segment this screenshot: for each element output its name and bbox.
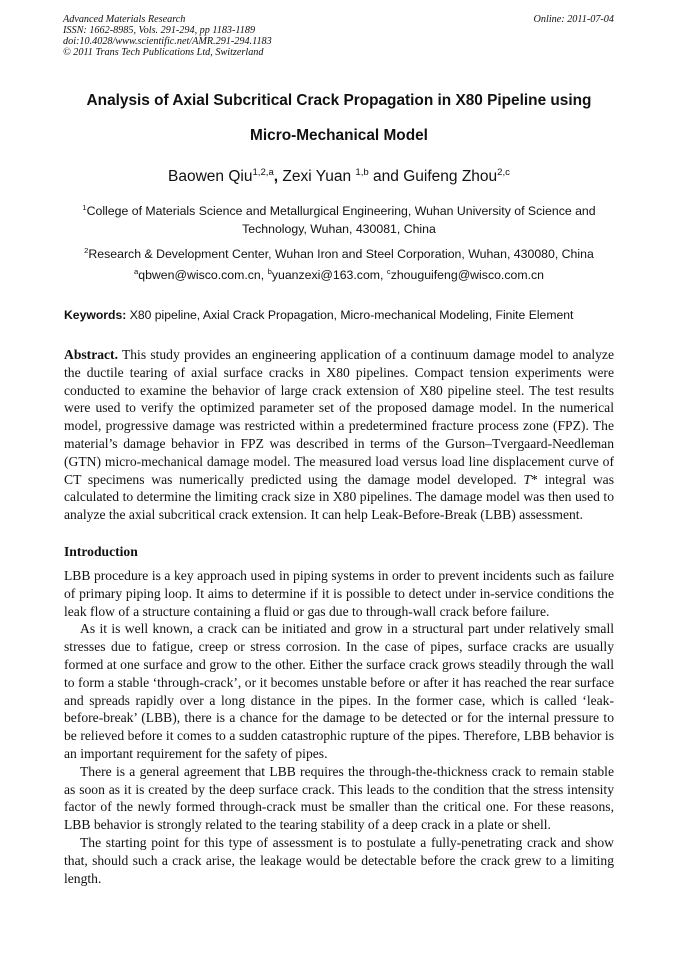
copyright-line: © 2011 Trans Tech Publications Ltd, Switzerland xyxy=(63,47,264,58)
keywords xyxy=(64,308,614,322)
email-c: zhouguifeng@wisco.com.cn xyxy=(390,268,544,282)
intro-paragraph-1: LBB procedure is a key approach used in piping systems in order to prevent incidents such as failure of primary piping loop. It aims to determine if it is possible to detect under in-service conditions the leak flow of a structure containing a fluid or gas due to through-wall crack before failure. xyxy=(64,568,614,619)
abstract-text-part-2: * integral was calculated to determine the limiting crack size in X80 pipelines. The damage model was then used to analyze the axial subcritical crack extension. It can help Leak-Before-Break (LBB) assessment. xyxy=(64,471,614,523)
paper-title-line-1: Analysis of Axial Subcritical Crack Propagation in X80 Pipeline using xyxy=(86,92,592,109)
abstract-label: Abstract. xyxy=(64,347,118,362)
abstract-text-part-1: This study provides an engineering application of a continuum damage model to analyze the ductile tearing of axial surface cracks in X80 pipelines. Compact tension experiments were conducted to examine the behavior of large crack extension of X80 pipeline steel. The test results were used to verify the optimized parameter set of the proposed damage model. In the numerical model, progressive damage was restricted within a predetermined fracture process zone (FPZ). The material’s damage behavior in FPZ was described in terms of the Gurson–Tvergaard-Needleman (GTN) micro-mechanical damage model. The measured load versus load line displacement curve of CT specimens was numerically predicted using the damage model developed. xyxy=(64,347,614,487)
author-3-name: Guifeng Zhou xyxy=(403,168,498,185)
affiliation-2-text: Research & Development Center, Wuhan Iron and Steel Corporation, Wuhan, 430080, China xyxy=(88,247,594,261)
affiliation-1 xyxy=(64,202,614,238)
author-2-superscript: 1,b xyxy=(355,166,369,178)
issn-line: ISSN: 1662-8985, Vols. 291-294, pp 1183-1189 xyxy=(63,25,256,36)
email-a: qbwen@wisco.com.cn xyxy=(138,268,261,282)
affiliation-1-superscript: 1 xyxy=(82,202,87,212)
doi-line: doi:10.4028/www.scientific.net/AMR.291-294.1183 xyxy=(63,36,272,47)
email-b-superscript: b xyxy=(267,266,272,276)
intro-paragraph-2: As it is well known, a crack can be initiated and grow in a structural part under relatively small stresses due to fatigue, creep or stress corrosion. In the case of pipes, surface cracks are usually formed at one surface and grow to the other. Either the surface crack grows steadily through the wall to form a stable ‘through-crack’, or it becomes unstable before or after it has reached the rear surface and spreads rapidly over a long distance in the pipes. In the former case, which is called ‘leak-before-break’ (LBB), there is a chance for the damage to be detected or for the internal pressure to be relieved before it comes to a sudden catastrophic rupture of the pipes. Therefore, LBB behavior is an important requirement for the safety of pipes. xyxy=(64,621,614,761)
affiliation-1-text: College of Materials Science and Metallurgical Engineering, Wuhan University of Science and Technology, Wuhan, 430081, China xyxy=(86,204,596,236)
keywords-text: X80 pipeline, Axial Crack Propagation, Micro-mechanical Modeling, Finite Element xyxy=(129,308,574,322)
email-c-superscript: c xyxy=(386,266,391,276)
email-b: yuanzexi@163.com xyxy=(271,268,381,282)
author-3-superscript: 2,c xyxy=(497,166,510,178)
intro-paragraph-3: There is a general agreement that LBB requires the through-the-thickness crack to remain stable as soon as it is created by the deep surface crack. This leads to the condition that the stress intensity factor of the newly formed through-crack must be smaller than the critical one. For these reasons, LBB behavior is strongly related to the tearing stability of a deep crack in a plate or shell. xyxy=(64,763,614,833)
affiliation-2-superscript: 2 xyxy=(84,245,89,255)
author-1-name: Baowen Qiu xyxy=(168,168,253,185)
introduction-body xyxy=(64,567,614,887)
email-a-superscript: a xyxy=(134,266,139,276)
journal-header xyxy=(63,14,272,58)
paper-title-line-2: Micro-Mechanical Model xyxy=(250,127,428,144)
author-emails: $^a$qbwen@wisco.com.cn, $^b$yuanzexi@163.com, $^c$zhouguifeng@wisco.com.cn xyxy=(134,266,544,282)
affiliation-2 xyxy=(64,245,614,263)
keywords-label: Keywords: xyxy=(64,308,127,322)
author-2-name: Zexi Yuan xyxy=(282,168,352,185)
online-date: Online: 2011-07-04 xyxy=(533,14,614,25)
t-star-symbol: T xyxy=(523,471,532,487)
author-list: Baowen Qiu$^{1,2,a}$, Zexi Yuan $^{1,b}$ and Guifeng Zhou$^{2,c}$ xyxy=(168,166,510,185)
abstract xyxy=(64,346,614,524)
author-1-superscript: 1,2,a xyxy=(252,166,274,178)
author-connector: and xyxy=(373,168,399,185)
journal-name: Advanced Materials Research xyxy=(63,14,186,25)
intro-paragraph-4: The starting point for this type of assessment is to postulate a fully-penetrating crack and show that, should such a crack arise, the leakage would be detectable before the crack grew to a limiting length. xyxy=(64,834,614,886)
introduction-heading: Introduction xyxy=(64,544,138,559)
